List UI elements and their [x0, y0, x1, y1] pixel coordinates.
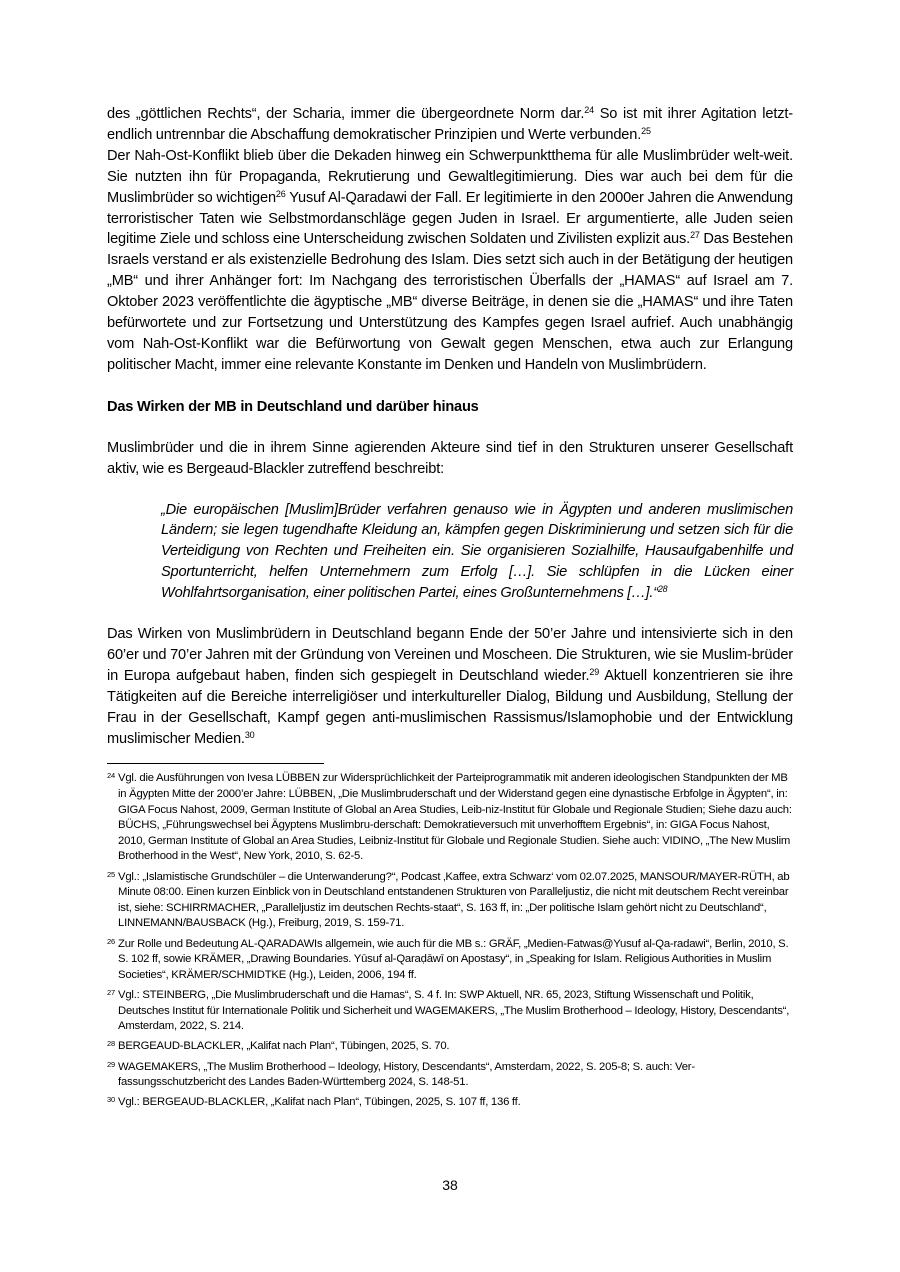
- footnote-text: BERGEAUD-BLACKLER, „Kalifat nach Plan“, Tübingen, 2025, S. 70.: [118, 1040, 450, 1053]
- footnote-number: 29: [107, 1059, 115, 1069]
- footnote-text: Vgl.: BERGEAUD-BLACKLER, „Kalifat nach Plan“, Tübingen, 2025, S. 107 ff, 136 ff.: [118, 1096, 521, 1109]
- footnote: [107, 768, 793, 865]
- footnote: [107, 1092, 793, 1111]
- footnote: [107, 1036, 793, 1055]
- footnote-separator: [107, 763, 324, 764]
- footnote-ref[interactable]: 29: [589, 666, 600, 677]
- footnote-number: 30: [107, 1095, 115, 1105]
- paragraph-1: [107, 104, 793, 146]
- paragraph-text: Aktuell konzentrieren sie ihre Tätigkeiten auf die Bereiche interreligiöser und interkultureller Dialog, Bildung und Ausbildung, Stellung der Frau in der Gesellschaft, Kampf gegen anti-muslimischen Rassismus/Islamophobie und der Entwicklung muslimischer Medien.: [107, 667, 793, 747]
- footnote-number: 27: [107, 987, 115, 997]
- footnote: [107, 1057, 793, 1091]
- footnote-ref[interactable]: 26: [275, 188, 286, 199]
- paragraph-text: Yusuf Al-Qaradawi der Fall. Er legitimierte in den 2000er Jahren die Anwendung terroristischer Taten wie Selbstmordanschläge gegen Juden in Israel. Er argumentierte, alle Juden seien legitime Ziele und schloss eine Unterscheidung zwischen Soldaten und Zivilisten explizit aus.: [107, 189, 793, 248]
- page-number: 38: [442, 1177, 458, 1193]
- footnote-ref[interactable]: 27: [690, 230, 700, 241]
- footnote-ref[interactable]: 24: [584, 105, 594, 115]
- paragraph-text: Das Wirken von Muslimbrüdern in Deutschland begann Ende der 50’er Jahre und intensivierte sich in den 60’er und 70’er Jahren mit der Gründung von Vereinen und Moscheen. Die Strukturen, wie sie Muslim-brüder in Europa aufgebaut haben, finden sich gespiegelt in Deutschland wieder.: [107, 626, 793, 684]
- footnote: [107, 867, 793, 932]
- footnote-ref[interactable]: 25: [641, 125, 651, 136]
- document-page: [107, 104, 793, 1113]
- footnotes: [107, 768, 793, 1110]
- paragraph-2: [107, 146, 793, 376]
- footnote-ref[interactable]: 28: [657, 584, 668, 595]
- paragraph-text: Das Bestehen Israels verstand er als existenzielle Bedrohung des Islam. Dies setzt sich auch in der Betätigung der heutigen „MB“ und ihrer Anhänger fort: Im Nachgang des terroristischen Überfalls der „HAMAS“ auf Israel am 7. Oktober 2023 veröffentlichte die ägyptische „MB“ diverse Beiträge, in denen sie die „HAMAS“ und ihre Taten befürwortete und zur Fortsetzung und Unterstützung des Kampfes gegen Israel aufrief. Auch unabhängig vom Nah-Ost-Konflikt war die Befürwortung von Gewalt gegen Menschen, etwa auch zur Erlangung politischer Macht, immer eine relevante Konstante im Denken und Handeln von Muslimbrüdern.: [107, 231, 793, 373]
- footnote-text: Vgl.: STEINBERG, „Die Muslimbruderschaft und die Hamas“, S. 4 f. In: SWP Aktuell, NR. 65, 2023, Stiftung Wissenschaft und Politik, Deutsches Institut für Internationale Politik und Sicherheit und WAGEMAKERS, „The Muslim Brotherhood – Ideology, History, Descendants“, Amsterdam, 2022, S. 214.: [118, 988, 790, 1033]
- footnote-text: WAGEMAKERS, „The Muslim Brotherhood – Ideology, History, Descendants“, Amsterdam, 2022, S. 205-8; S. auch: Ver-fassungsschutzbericht des Landes Baden-Württemberg 2024, S. 148-51.: [118, 1060, 695, 1089]
- section-heading: Das Wirken der MB in Deutschland und darüber hinaus: [107, 398, 479, 415]
- paragraph-4: [107, 624, 793, 749]
- block-quote: [161, 500, 793, 605]
- footnote-number: 25: [107, 869, 115, 879]
- paragraph-text: Der Nah-Ost-Konflikt blieb über die Dekaden hinweg ein Schwerpunktthema für alle Muslimbrüder welt-weit. Sie nutzten ihn für Propaganda, Rekrutierung und Gewaltlegitimierung. Dies war auch bei dem für die Muslimbrüder so wichtigen: [107, 147, 793, 206]
- footnote-number: 26: [107, 936, 115, 946]
- footnote-text: Vgl.: „Islamistische Grundschüler – die Unterwanderung?“, Podcast ‚Kaffee, extra Schwarz‘ vom 02.07.2025, MANSOUR/MAYER-RÜTH, ab Minute 08:00. Einen kurzen Einblick von in Deutschland entstandenen Strukturen von Paralleljustiz, die nicht mit deutschem Recht vereinbar ist, siehe: SCHIRRMACHER, „Paralleljustiz im deutschen Rechts-staat“, S. 163 ff, in: „Der politische Islam gehört nicht zu Deutschland“, LINNEMANN/BAUSBACK (Hg.), Freiburg, 2019, S. 159-71.: [118, 870, 790, 930]
- paragraph-text: des „göttlichen Rechts“, der Scharia, immer die übergeordnete Norm dar.: [107, 106, 585, 122]
- footnote-number: 24: [107, 771, 115, 781]
- footnote-ref[interactable]: 30: [244, 729, 255, 740]
- footnote: [107, 934, 793, 984]
- footnote: [107, 985, 793, 1035]
- paragraph-text: So ist mit ihrer Agitation letzt-endlich untrennbar die Abschaffung demokratischer Prinzipien und Werte verbunden.: [107, 106, 793, 143]
- paragraph-3: Muslimbrüder und die in ihrem Sinne agierenden Akteure sind tief in den Strukturen unserer Gesellschaft aktiv, wie es Bergeaud-Blackler zutreffend beschreibt:: [107, 439, 793, 477]
- quote-text: „Die europäischen [Muslim]Brüder verfahren genauso wie in Ägypten und anderen muslimischen Ländern; sie legen tugendhafte Kleidung an, kämpfen gegen Diskriminierung und setzen sich für die Verteidigung von Rechten und Freiheiten ein. Sie organisieren Sozialhilfe, Hausaufgabenhilfe und Sportunterricht, helfen Unternehmern zum Erfolg […]. Sie schlüpfen in die Lücken einer Wohlfahrtsorganisation, einer politischen Partei, eines Großunternehmens […].“: [161, 501, 793, 602]
- footnote-number: 28: [107, 1039, 115, 1049]
- footnote-text: Vgl. die Ausführungen von Ivesa LÜBBEN zur Widersprüchlichkeit der Parteiprogrammatik mit anderen ideologischen Standpunkten der MB in Ägypten Mitte der 2000’er Jahre: LÜBBEN, „Die Muslimbruderschaft und der Widerstand gegen eine dynastische Erbfolge in Ägypten“, in: GIGA Focus Nahost, 2009, German Institute of Global an Area Studies, Leib-niz-Institut für Globale und Regionale Studien; Siehe dazu auch: BÜCHS, „Führungswechsel bei Ägyptens Muslimbru-derschaft: Demokratieversuch mit unverhofftem Ergebnis“, in: GIGA Focus Nahost, 2010, German Institute of Global an Area Studies, Leibniz-Institut für Globale und Regionale Studien. Siehe auch: VIDINO, „The New Muslim Brotherhood in the West“, New York, 2010, S. 62-5.: [118, 772, 792, 863]
- footnote-text: Zur Rolle und Bedeutung AL-QARADAWIs allgemein, wie auch für die MB s.: GRÄF, „Medien-Fatwas@Yusuf al-Qa-radawi“, Berlin, 2010, S. S. 102 ff, sowie KRÄMER, „Drawing Boundaries. Yūsuf al-Qaraḍāwī on Apostasy“, in „Speaking for Islam. Religious Authorities in Muslim Societies“, KRÄMER/SCHMIDTKE (Hg.), Leiden, 2006, 194 ff.: [118, 937, 789, 981]
